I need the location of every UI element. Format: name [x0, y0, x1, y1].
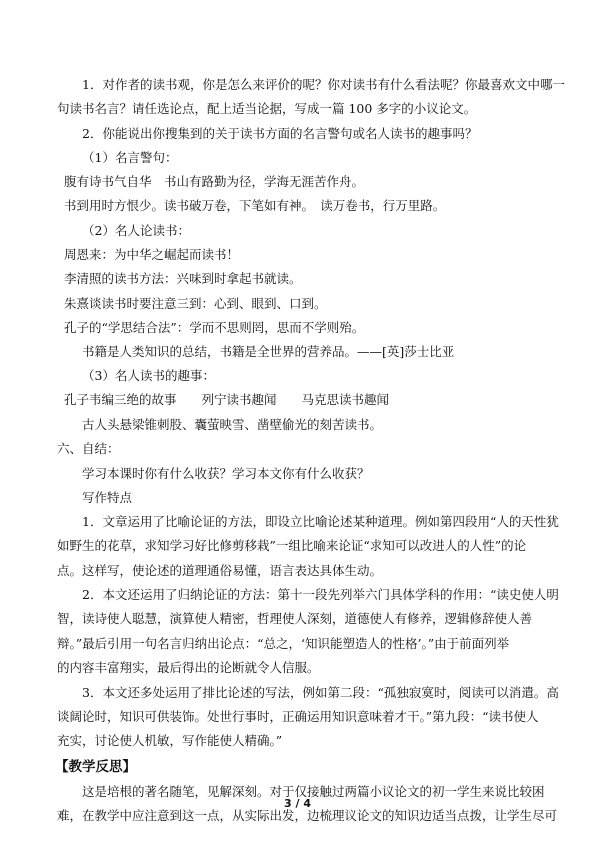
text-line: 2．你能说出你搜集到的关于读书方面的名言警句或名人读书的趣事吗？: [82, 126, 478, 141]
text-line: 1．对作者的读书观，你是怎么来评价的呢？你对读书有什么看法呢？你最喜欢文中哪一: [82, 77, 565, 92]
text-line: 1．文章运用了比喻论证的方法，即设立比喻论述某种道理。例如第四段用“人的天性犹: [82, 514, 559, 529]
text-line: 句读书名言？请任选论点，配上适当论据，写成一篇 100 多字的小议论文。: [57, 101, 477, 116]
text-line: 朱熹谈读书时要注意三到：心到、眼到、口到。: [64, 296, 327, 311]
text-line: 孔子的“学思结合法”：学而不思则罔，思而不学则殆。: [64, 320, 365, 335]
section-heading: 六、自结：: [57, 441, 120, 456]
text-line: 这是培根的著名随笔，见解深刻。对于仅接触过两篇小议论文的初一学生来说比较困: [82, 784, 545, 799]
text-line: 2．本文还运用了归纳论证的方法：第十一段先列举六门具体学科的作用：“读史使人明: [82, 587, 559, 602]
text-line: 难，在教学中应注意到这一点，从实际出发，边梳理议论文的知识边适当点拨，让学生尽可: [57, 808, 558, 823]
text-line: 古人头悬梁锥刺股、囊萤映雪、凿壁偷光的刻苦读书。: [82, 417, 383, 432]
text-line: 腹有诗书气自华 书山有路勤为径，学海无涯苦作舟。: [64, 174, 365, 189]
text-line: 周恩来：为中华之崛起而读书！: [64, 247, 240, 262]
text-line: 书到用时方恨少。读书破万卷，下笔如有神。 读万卷书，行万里路。: [64, 198, 446, 213]
text-line: 点。这样写，使论述的道理通俗易懂，语言表达具体生动。: [57, 563, 383, 578]
text-line: 谈阔论时，知识可供装饰。处世行事时，正确运用知识意味着才干。”第九段：“读书使人: [57, 709, 539, 724]
text-line: 的内容丰富翔实，最后得出的论断就令人信服。: [57, 660, 320, 675]
text-line: 孔子韦编三绝的故事 列宁读书趣闻 马克思读书趣闻: [64, 392, 390, 407]
text-line: 学习本课时你有什么收获？学习本文你有什么收获？: [82, 466, 370, 481]
text-line: 如野生的花草，求知学习好比修剪移栽”一组比喻来论证“求知可以改进人的人性”的论: [57, 538, 527, 553]
text-line: 辩。”最后引用一句名言归纳出论点：“总之，‘知识能塑造人的性格’。”由于前面列举: [57, 636, 510, 651]
text-line: 3．本文还多处运用了排比论述的写法，例如第二段：“孤独寂寞时，阅读可以消遣。高: [82, 685, 559, 700]
text-line: 智，读诗使人聪慧，演算使人精密，哲理使人深刻，道德使人有修养，逻辑修辞使人善: [57, 611, 533, 626]
text-line: （2）名人论读书：: [82, 223, 190, 238]
subheading: 写作特点: [82, 490, 133, 505]
text-line: （3）名人读书的趣事：: [82, 368, 215, 383]
text-line: 李清照的读书方法：兴味到时拿起书就读。: [64, 271, 302, 286]
reflection-heading: 【教学反思】: [55, 759, 136, 775]
page-number: 3 / 4: [284, 797, 311, 810]
text-line: 书籍是人类知识的总结，书籍是全世界的营养品。——[英]莎士比亚: [82, 344, 455, 359]
text-line: 充实，讨论使人机敏，写作能使人精确。”: [57, 733, 283, 748]
text-line: （1）名言警句：: [82, 150, 178, 165]
